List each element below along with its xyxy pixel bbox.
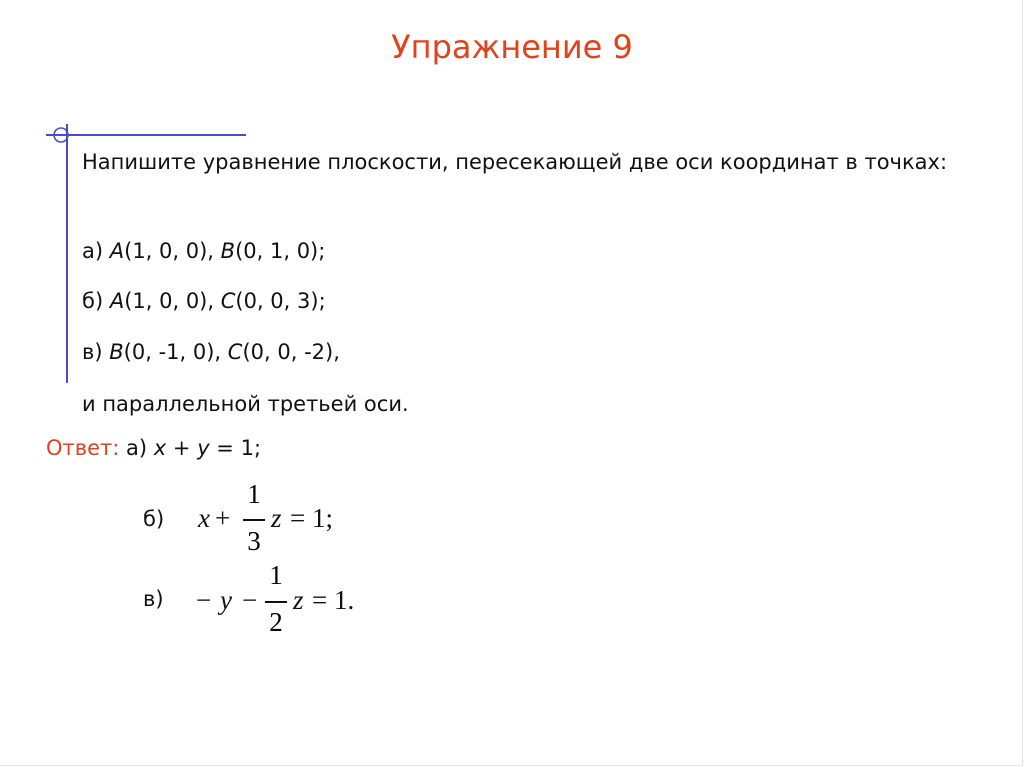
answer-b-plus: + (215, 503, 231, 533)
bracket-vertical-line (66, 124, 68, 383)
case-a: а) A(1, 0, 0), B(0, 1, 0); (82, 239, 326, 263)
answer-b-z: z (271, 503, 282, 533)
case-c: в) B(0, -1, 0), C(0, 0, -2), (82, 340, 340, 364)
answer-c-y: y (220, 585, 232, 615)
answer-c-numerator: 1 (269, 560, 283, 590)
answer-label: Ответ: (46, 436, 120, 460)
answer-b-denominator: 3 (247, 526, 261, 556)
answer-a: Ответ: а) x + y = 1; (46, 436, 262, 460)
answer-c-denominator: 2 (269, 607, 283, 637)
answer-b-rhs: = 1; (290, 503, 333, 533)
answer-b-numerator: 1 (247, 479, 261, 509)
answer-c-minus: − (196, 585, 212, 615)
problem-intro: Напишите уравнение плоскости, пересекающей две оси координат в точках: (82, 150, 948, 174)
answer-c-rhs: = 1. (312, 585, 355, 615)
answer-c-minus-2: − (242, 585, 258, 615)
answer-c-fraction-bar (265, 601, 287, 603)
crosshair-icon (46, 124, 76, 148)
bracket-horizontal-line (46, 134, 246, 136)
slide-title: Упражнение 9 (391, 28, 633, 66)
answer-b-fraction-bar (243, 519, 265, 521)
problem-closing: и параллельной третьей оси. (82, 392, 409, 416)
answer-c-label: в) (143, 587, 164, 611)
answer-c-z: z (293, 585, 304, 615)
answer-b-x: x (198, 503, 210, 533)
answer-b-label: б) (143, 507, 165, 531)
case-b: б) A(1, 0, 0), C(0, 0, 3); (82, 289, 326, 313)
